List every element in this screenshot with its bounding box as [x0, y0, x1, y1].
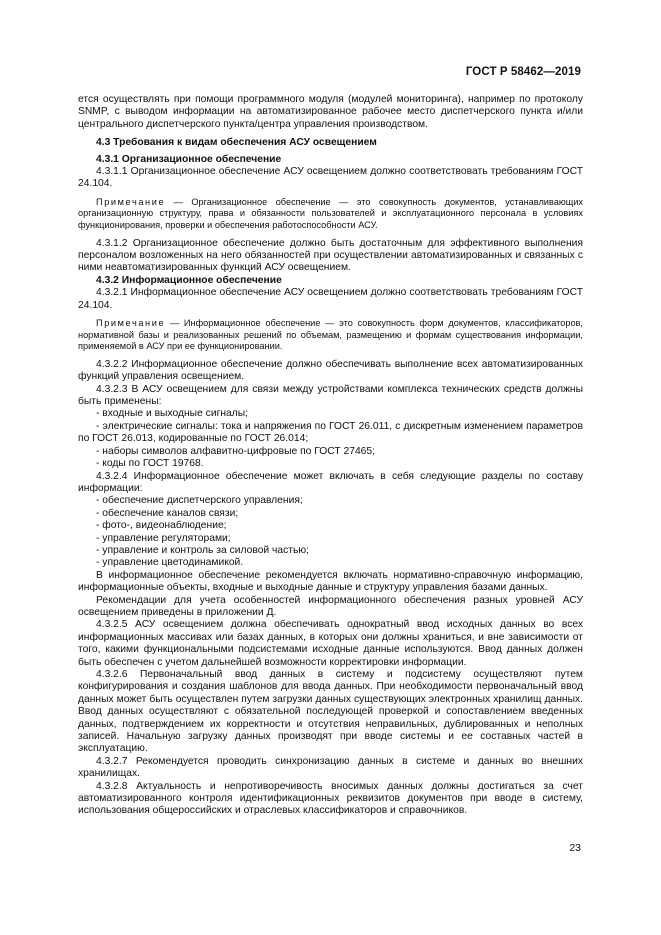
- document-header: ГОСТ Р 58462—2019: [465, 66, 581, 78]
- list-item: - электрические сигналы: тока и напряжения по ГОСТ 26.011, с дискретным изменением параметров по ГОСТ 26.013, кодированные по ГОСТ 26.014;: [78, 420, 583, 445]
- list-item: - входные и выходные сигналы;: [96, 408, 249, 420]
- list-item: - наборы символов алфавитно-цифровые по ГОСТ 27465;: [96, 445, 375, 457]
- paragraph-4-3-2-1: 4.3.2.1 Информационное обеспечение АСУ освещением должно соответствовать требованиям ГОСТ 24.104.: [78, 287, 583, 311]
- subsection-heading-4-3-1: 4.3.1 Организационное обеспечение: [96, 153, 282, 165]
- note-text: — Информационное обеспечение — это совокупность форм документов, классификаторов, нормативной базы и реализованных решений по объемам, размещению и формам существования информации, применяемой в АСУ при ее функционировании.: [78, 318, 583, 352]
- paragraph-4-3-2-5: 4.3.2.5 АСУ освещением должна обеспечивать однократный ввод исходных данных во всех информационных массивах или базах данных, в которых они должны храниться, и вне зависимости от того, какими функциональными подсистемами исходные данные используются. Ввод данных должен быть обеспечен с учетом дальнейшей возможности корректировки информации.: [78, 619, 583, 668]
- note-text: — Организационное обеспечение — это совокупность документов, устанавливающих организационную структуру, права и обязанности пользователей и эксплуатационного персонала в условиях функционирования, проверки и обеспечения работоспособности АСУ.: [78, 196, 583, 231]
- list-item: - управление цветодинамикой.: [96, 557, 244, 569]
- note-2: [78, 318, 583, 353]
- paragraph-4-3-2-8: 4.3.2.8 Актуальность и непротиворечивость вносимых данных должны достигаться за счет автоматизированного контроля идентификационных реквизитов документов при вводе в систему, использования общероссийских и отраслевых классификаторов и справочников.: [78, 780, 583, 817]
- document-body: [78, 94, 583, 818]
- subsection-heading-4-3-2: 4.3.2 Информационное обеспечение: [96, 274, 282, 286]
- paragraph-4-3-2-6: 4.3.2.6 Первоначальный ввод данных в систему и подсистему осуществляют путем конфигурирования и создания шаблонов для ввода данных. При необходимости первоначальный ввод данных может быть осуществлен путем загрузки данных существующих электронных хранилищ данных. Ввод данных осуществляют с обязательной последующей проверкой и сопоставлением введенных данных, подтверждением их корректности и отсутствия неправильных, дублированных и неполных записей. Начальную загрузку данных производят при вводе системы и ее составных частей в эксплуатацию.: [78, 669, 583, 755]
- paragraph-4-3-2-4: 4.3.2.4 Информационное обеспечение может включать в себя следующие разделы по составу информации:: [78, 470, 583, 494]
- list-item: - обеспечение каналов связи;: [96, 507, 239, 519]
- paragraph-4-3-2-3: 4.3.2.3 В АСУ освещением для связи между устройствами комплекса технических средств должны быть применены:: [78, 383, 583, 408]
- paragraph-continuation: ется осуществлять при помощи программного модуля (модулей мониторинга), например по протоколу SNMP, с выводом информации на автоматизированное рабочее место диспетчерского пункта и/или центрального диспетчерского пункта/центра управления производством.: [78, 94, 583, 130]
- list-item: - коды по ГОСТ 19768.: [96, 458, 204, 470]
- paragraph-recommendations: Рекомендации для учета особенностей информационного обеспечения разных уровней АСУ освещением приведены в приложении Д.: [78, 594, 583, 618]
- paragraph-4-3-2-7: 4.3.2.7 Рекомендуется проводить синхронизацию данных в системе и данных во внешних хранилищах.: [78, 755, 583, 780]
- note-label: Примечание: [96, 196, 166, 207]
- paragraph-4-3-1-2: 4.3.1.2 Организационное обеспечение должно быть достаточным для эффективного выполнения персоналом возложенных на него обязанностей при осуществлении автоматизированных и связанных с ними неавтоматизированных функций АСУ освещением.: [78, 237, 583, 274]
- paragraph-4-3-2-2: 4.3.2.2 Информационное обеспечение должно обеспечивать выполнение всех автоматизированных функций управления освещением.: [78, 358, 583, 383]
- list-item: - управление регуляторами;: [96, 532, 231, 544]
- note-1: [78, 197, 583, 232]
- paragraph-info-content: В информационное обеспечение рекомендуется включать нормативно-справочную информацию, информационные объекты, входные и выходные данные и структуру управления базами данных.: [78, 569, 583, 594]
- list-item: - обеспечение диспетчерского управления;: [96, 495, 303, 507]
- section-heading-4-3: 4.3 Требования к видам обеспечения АСУ освещением: [96, 137, 377, 149]
- list-item: - фото-, видеонаблюдение;: [96, 520, 227, 532]
- paragraph-4-3-1-1: 4.3.1.1 Организационное обеспечение АСУ освещением должно соответствовать требованиям ГОСТ 24.104.: [78, 166, 583, 190]
- page-number: 23: [569, 842, 581, 854]
- list-item: - управление и контроль за силовой частью;: [96, 544, 309, 556]
- note-label: Примечание: [96, 318, 166, 329]
